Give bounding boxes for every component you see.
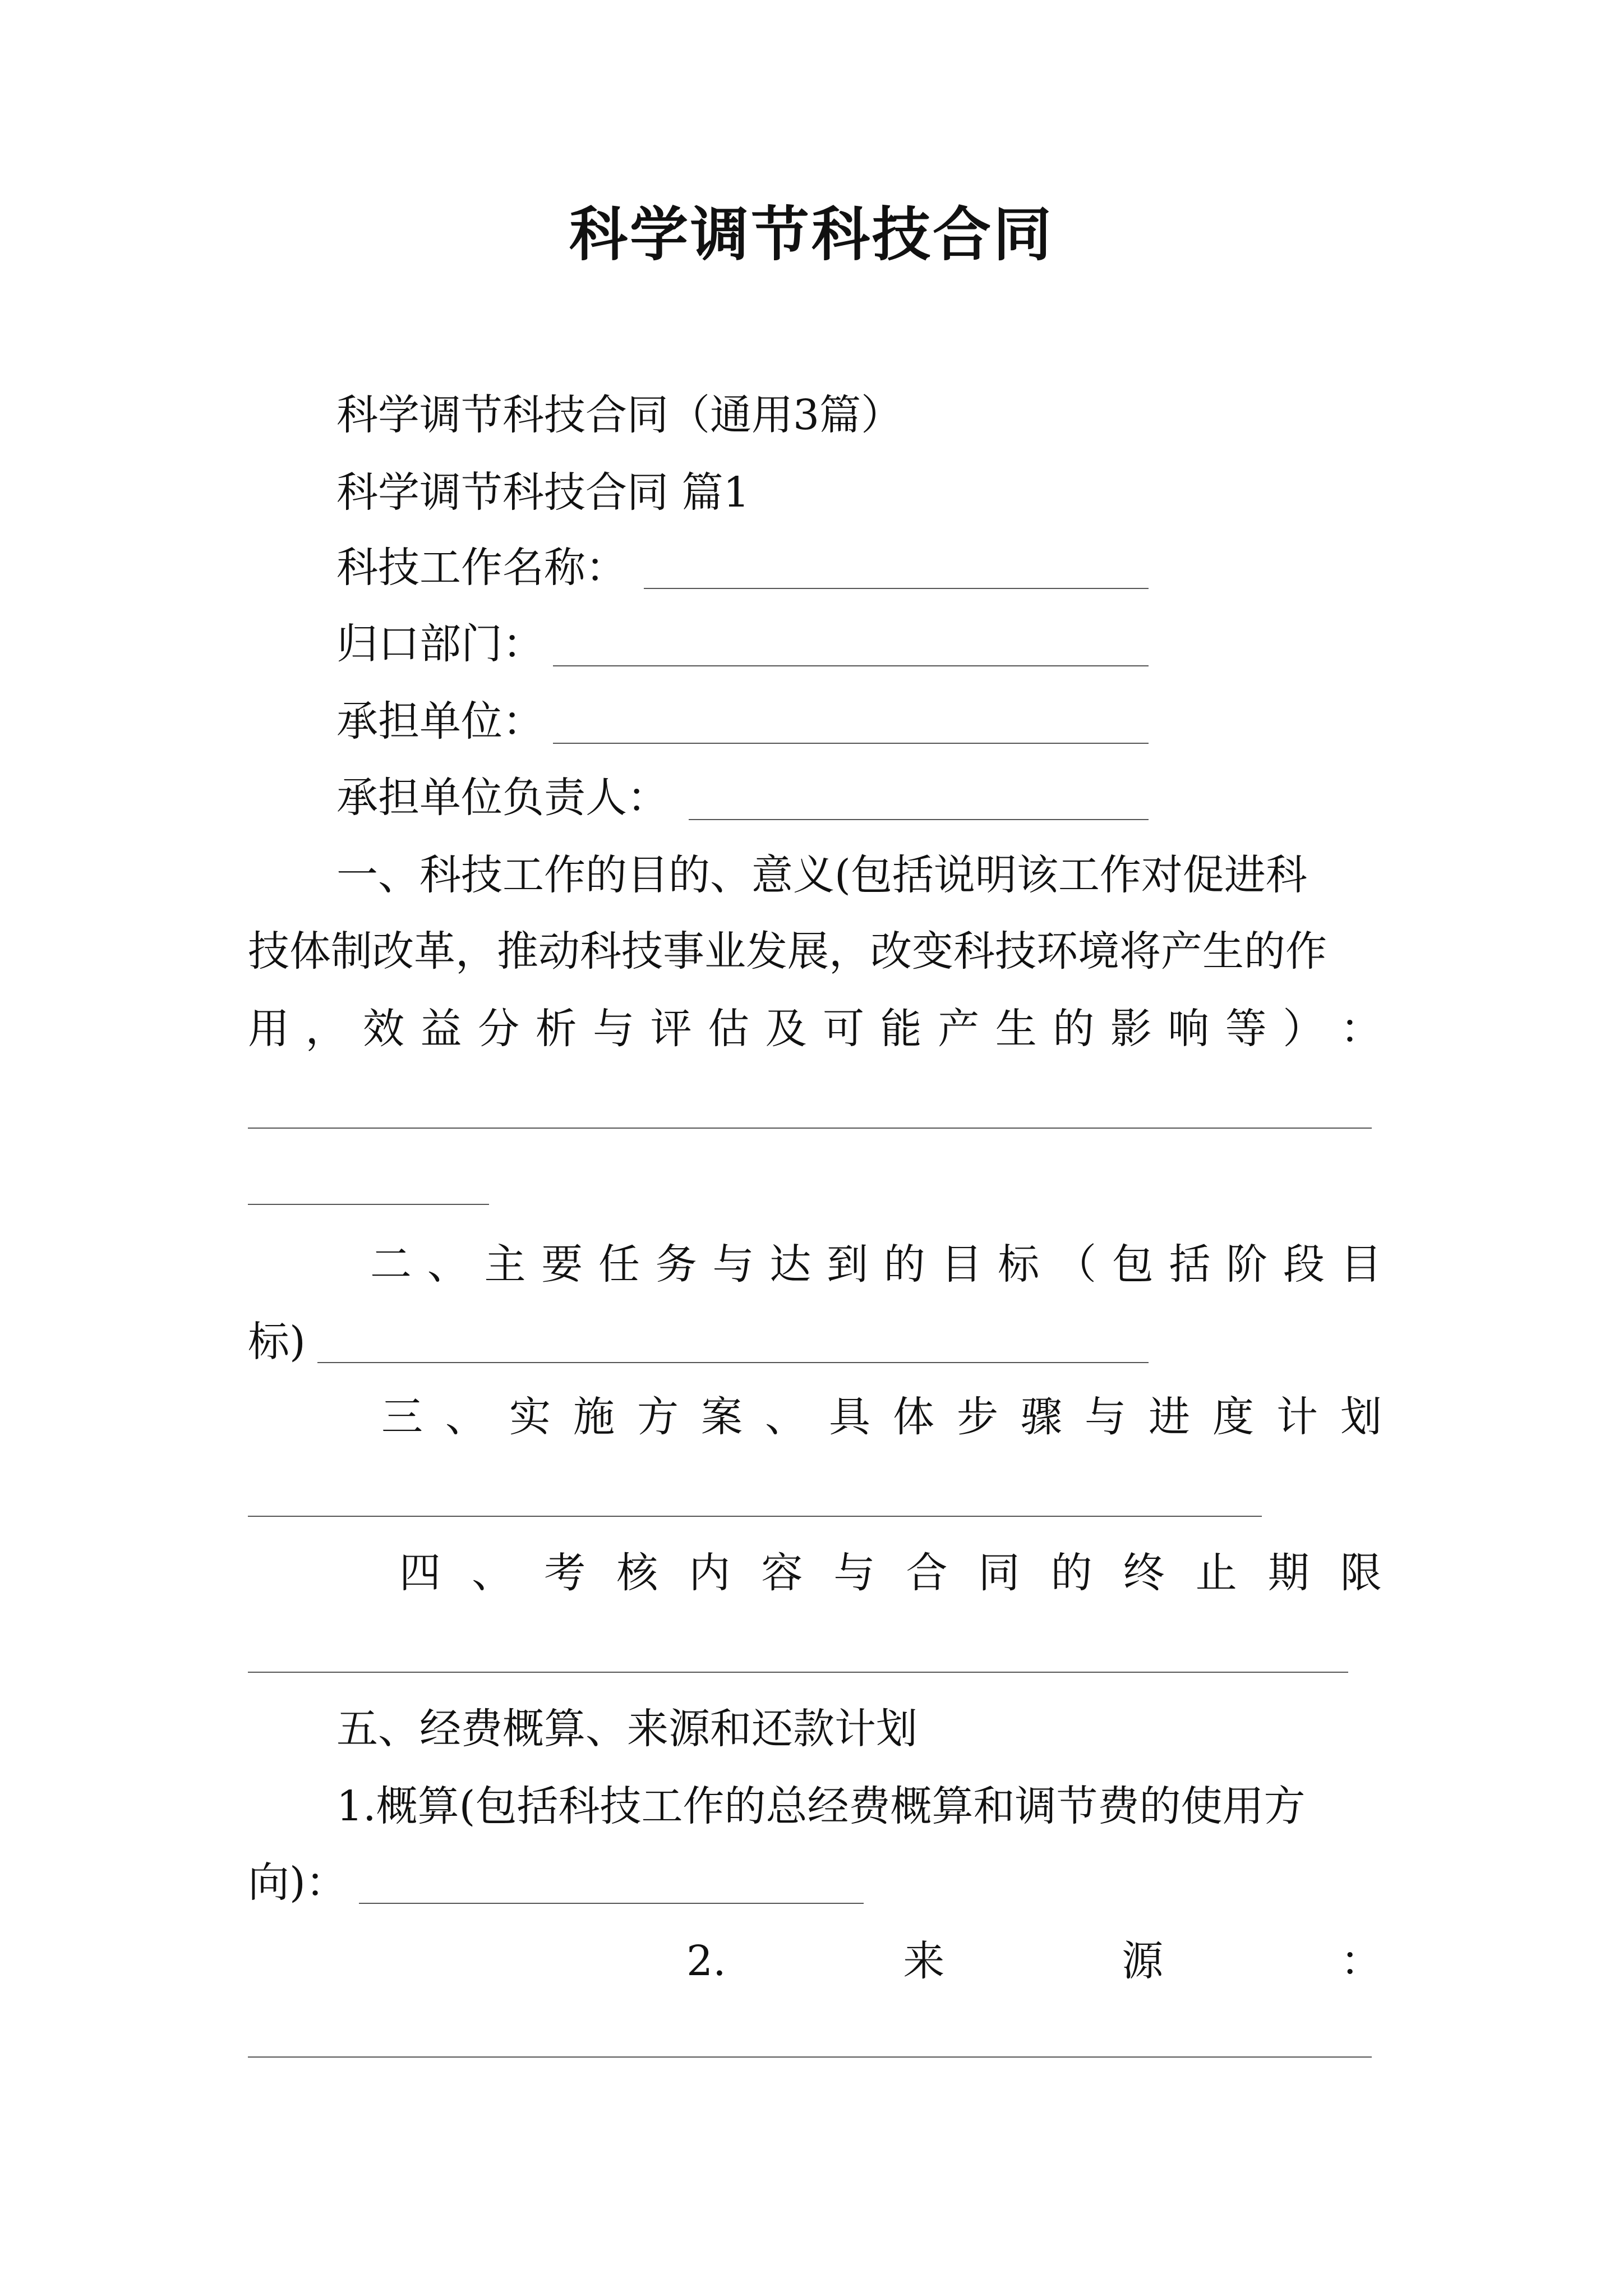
field-department-label: 归口部门：: [336, 620, 544, 668]
item4-char: 核: [616, 1549, 658, 1597]
item1-char: 及: [765, 1005, 807, 1053]
subtitle: 科学调节科技合同（通用3篇）: [336, 391, 903, 439]
item3-char: 施: [573, 1393, 615, 1441]
document-title: 科学调节科技合同: [569, 200, 1054, 269]
item3-char: 三: [381, 1393, 423, 1441]
item2-char: 与: [712, 1240, 754, 1289]
item1-char: 响: [1168, 1005, 1210, 1053]
item3-char: 实: [509, 1393, 551, 1441]
item2-char: 目: [1340, 1240, 1382, 1289]
item1-line1: 一、科技工作的目的、意义(包括说明该工作对促进科: [336, 851, 1307, 899]
item3-char: 骤: [1021, 1393, 1062, 1441]
item2-char: 包: [1112, 1240, 1154, 1289]
item1-blank-line2: [248, 1204, 489, 1205]
item1-blank-line1: [248, 1128, 1372, 1129]
item3-char: 具: [829, 1393, 870, 1441]
field-work-name-label: 科技工作名称：: [336, 544, 627, 592]
item1-char: 影: [1110, 1005, 1152, 1053]
item2-char: 阶: [1226, 1240, 1268, 1289]
item4-char: 限: [1340, 1549, 1382, 1597]
item5-sub1-blank: [359, 1903, 864, 1904]
item1-char: 可: [823, 1005, 865, 1053]
item2-blank: [317, 1362, 1149, 1363]
item2-line2: 标): [248, 1318, 306, 1366]
item2-char: （: [1055, 1240, 1096, 1289]
item4-char: 终: [1123, 1549, 1165, 1597]
item4-blank: [248, 1672, 1348, 1673]
field-work-name-blank: [644, 588, 1149, 589]
item2-char: 的: [883, 1240, 925, 1289]
item4-char: 止: [1195, 1549, 1237, 1597]
item4-char: 、: [472, 1549, 514, 1597]
item1-char: 产: [938, 1005, 980, 1053]
item1-char: 分: [478, 1005, 520, 1053]
item2-char: 主: [484, 1240, 526, 1289]
item2-char: 二: [370, 1240, 412, 1289]
item4-char: 容: [761, 1549, 803, 1597]
item1-char: ，: [305, 1005, 347, 1053]
item5-heading: 五、经费概算、来源和还款计划: [336, 1705, 917, 1753]
item3-char: 计: [1276, 1393, 1318, 1441]
item3-char: 方: [637, 1393, 679, 1441]
item4-char: 考: [544, 1549, 586, 1597]
item4-char: 内: [689, 1549, 731, 1597]
item1-line3: [248, 1001, 1382, 1057]
item1-char: 生: [995, 1005, 1037, 1053]
item1-char: 估: [708, 1005, 750, 1053]
item4-char: 同: [978, 1549, 1020, 1597]
item1-char: 析: [535, 1005, 577, 1053]
item2-char: 段: [1283, 1240, 1325, 1289]
item3-char: 进: [1149, 1393, 1190, 1441]
item1-char: ）: [1283, 1005, 1325, 1053]
item1-char: 能: [880, 1005, 922, 1053]
item4-char: 合: [906, 1549, 948, 1597]
item1-char: 用: [248, 1005, 289, 1053]
item3-char: 体: [893, 1393, 934, 1441]
item3-char: 步: [957, 1393, 998, 1441]
field-undertaker-label: 承担单位：: [336, 697, 544, 746]
item4-char: 四: [399, 1549, 441, 1597]
item2-char: 达: [769, 1240, 811, 1289]
item2-char: 要: [541, 1240, 583, 1289]
item4-char: 与: [833, 1549, 875, 1597]
item2-char: 、: [427, 1240, 469, 1289]
item5-sub2-colon: ：: [1340, 1937, 1382, 1985]
item1-char: 效: [363, 1005, 405, 1053]
item4-char: 的: [1050, 1549, 1092, 1597]
item2-char: 务: [655, 1240, 697, 1289]
item4-heading: [399, 1545, 1382, 1601]
item5-sub1-line1: 1.概算(包括科技工作的总经费概算和调节费的使用方: [336, 1782, 1306, 1830]
item1-char: 等: [1225, 1005, 1267, 1053]
item1-char: 与: [593, 1005, 635, 1053]
item2-char: 标: [998, 1240, 1040, 1289]
item3-blank: [248, 1516, 1262, 1517]
item2-char: 到: [827, 1240, 868, 1289]
item3-char: 、: [445, 1393, 487, 1441]
item5-sub1-line2: 向)：: [248, 1858, 347, 1907]
field-department-blank: [553, 665, 1149, 666]
item3-char: 、: [765, 1393, 806, 1441]
item2-char: 目: [940, 1240, 983, 1289]
item5-sub2-char: 源: [1122, 1937, 1164, 1985]
item2-char: 任: [598, 1240, 640, 1289]
field-undertaker-lead-blank: [689, 819, 1149, 820]
item3-heading: [381, 1389, 1382, 1445]
item5-sub2-line: [686, 1933, 1382, 1989]
item4-char: 期: [1267, 1549, 1310, 1597]
item2-char: 括: [1169, 1240, 1211, 1289]
item1-line2: 技体制改革，推动科技事业发展，改变科技环境将产生的作: [248, 927, 1327, 976]
item5-sub2-number: 2.: [686, 1937, 726, 1985]
item3-char: 度: [1212, 1393, 1254, 1441]
item1-char: 的: [1053, 1005, 1095, 1053]
item5-sub2-char: 来: [903, 1937, 945, 1985]
field-undertaker-blank: [553, 743, 1149, 744]
item1-char: 评: [650, 1005, 692, 1053]
item5-sub2-blank: [248, 2056, 1372, 2058]
item2-line1: [370, 1236, 1382, 1292]
item1-char: ：: [1340, 1005, 1382, 1053]
item1-char: 益: [420, 1005, 462, 1053]
item3-char: 案: [701, 1393, 743, 1441]
item3-char: 与: [1085, 1393, 1126, 1441]
item3-char: 划: [1340, 1393, 1382, 1441]
field-undertaker-lead-label: 承担单位负责人：: [336, 774, 668, 822]
section-heading: 科学调节科技合同 篇1: [336, 468, 750, 517]
